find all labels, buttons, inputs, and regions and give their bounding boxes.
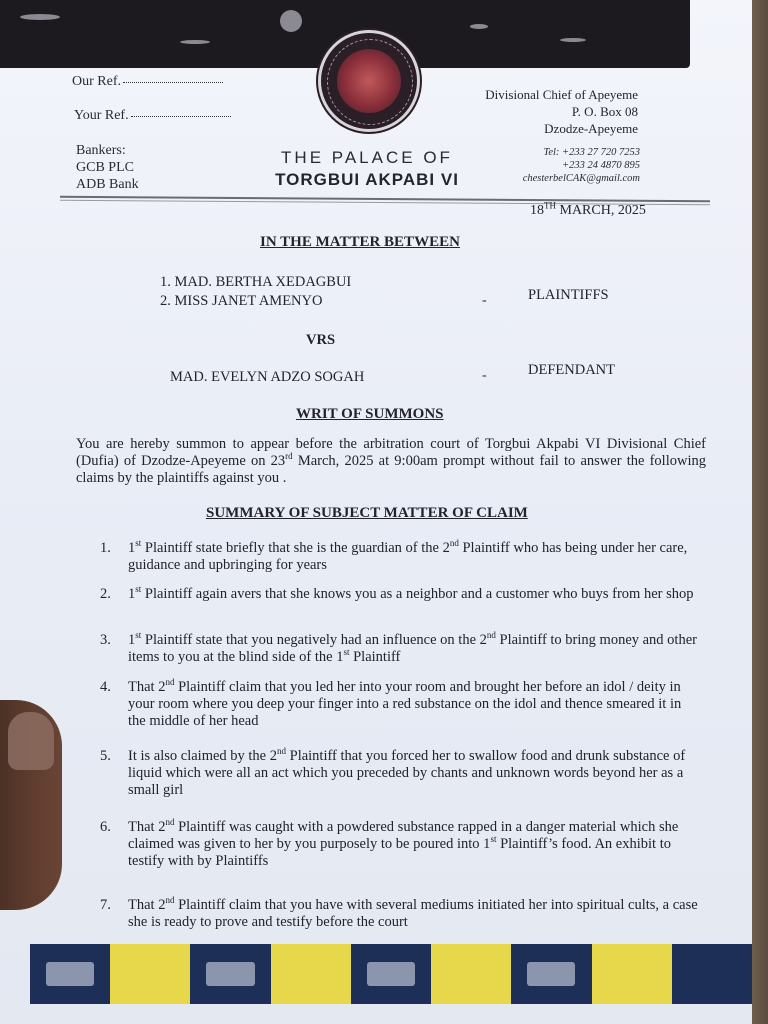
our-ref: Our Ref. bbox=[72, 74, 223, 90]
palace-title: THE PALACE OF bbox=[281, 148, 453, 167]
email: chesterbelCAK@gmail.com bbox=[522, 173, 640, 184]
bank-name: GCB PLC bbox=[76, 160, 134, 175]
defendant-dash: - bbox=[482, 368, 487, 383]
thumbnail-nail bbox=[8, 712, 54, 770]
plaintiffs-label: PLAINTIFFS bbox=[528, 287, 609, 303]
plaintiffs-dash: - bbox=[482, 293, 487, 308]
palace-name: TORGBUI AKPABI VI bbox=[275, 170, 459, 189]
summary-heading: SUMMARY OF SUBJECT MATTER OF CLAIM bbox=[206, 505, 528, 521]
bank-name: ADB Bank bbox=[76, 177, 139, 192]
claim-number: 5. bbox=[100, 748, 111, 764]
claim-number: 7. bbox=[100, 897, 111, 913]
defendant-name: MAD. EVELYN ADZO SOGAH bbox=[170, 369, 365, 385]
matter-heading: IN THE MATTER BETWEEN bbox=[260, 234, 460, 250]
versus-label: VRS bbox=[306, 332, 336, 348]
contact-block bbox=[500, 146, 640, 185]
claim-text: 1st Plaintiff again avers that she knows you as a neighbor and a customer who buys from her shop bbox=[128, 584, 694, 602]
claim-number: 4. bbox=[100, 679, 111, 695]
claim-text: That 2nd Plaintiff was caught with a powdered substance rapped in a danger material which she claimed was given to her by you purposely to be poured into 1st Plaintiff’s food. An exhibit to testify with by Plaintiffs bbox=[128, 817, 679, 869]
footer-stripe-band bbox=[30, 944, 752, 1004]
claim-number: 6. bbox=[100, 819, 111, 835]
plaintiff-2: 2. MISS JANET AMENYO bbox=[160, 293, 323, 309]
summons-paragraph: You are hereby summon to appear before the arbitration court of Torgbui Akpabi VI Divisional Chief (Dufia) of Dzodze-Apeyeme on 23rd March, 2025 at 9:00am prompt without fail to answer the following claims by the plaintiffs against you . bbox=[76, 436, 706, 486]
chief-location: Dzodze-Apeyeme bbox=[544, 121, 638, 136]
bankers-block bbox=[76, 142, 139, 193]
claim-text: 1st Plaintiff state briefly that she is the guardian of the 2nd Plaintiff who has being under her care, guidance and upbringing for years bbox=[128, 538, 688, 573]
bankers-label: Bankers: bbox=[76, 143, 126, 158]
defendant-label: DEFENDANT bbox=[528, 362, 615, 378]
background-surface bbox=[752, 0, 768, 1024]
claim-text: That 2nd Plaintiff claim that you led her into your room and brought her before an idol / deity in your room where you deep your finger into a red substance on the idol and thence smeared it in the middle of her head bbox=[128, 677, 682, 729]
tel-line: +233 24 4870 895 bbox=[562, 160, 640, 171]
tel-line: Tel: +233 27 720 7253 bbox=[543, 147, 640, 158]
your-ref: Your Ref. bbox=[74, 108, 231, 124]
claim-number: 1. bbox=[100, 540, 111, 556]
claim-text: That 2nd Plaintiff claim that you have with several mediums initiated her into spiritual cults, a case she is ready to prove and testify before the court bbox=[128, 895, 698, 930]
claim-text: It is also claimed by the 2nd Plaintiff that you forced her to swallow food and drunk substance of liquid which were all an act which you preceded by chants and unknown words beyond her as a small girl bbox=[128, 746, 686, 798]
claim-number: 3. bbox=[100, 632, 111, 648]
claim-number: 2. bbox=[100, 586, 111, 602]
chief-title: Divisional Chief of Apeyeme bbox=[485, 87, 638, 102]
chief-address bbox=[478, 86, 638, 137]
document-date: 18TH MARCH, 2025 bbox=[530, 200, 646, 218]
palace-seal-logo bbox=[318, 30, 420, 132]
writ-heading: WRIT OF SUMMONS bbox=[296, 406, 444, 422]
claim-text: 1st Plaintiff state that you negatively had an influence on the 2nd Plaintiff to bring money and other items to you at the blind side of the 1st Plaintiff bbox=[128, 630, 697, 665]
plaintiff-1: 1. MAD. BERTHA XEDAGBUI bbox=[160, 274, 352, 290]
po-box: P. O. Box 08 bbox=[571, 104, 638, 119]
